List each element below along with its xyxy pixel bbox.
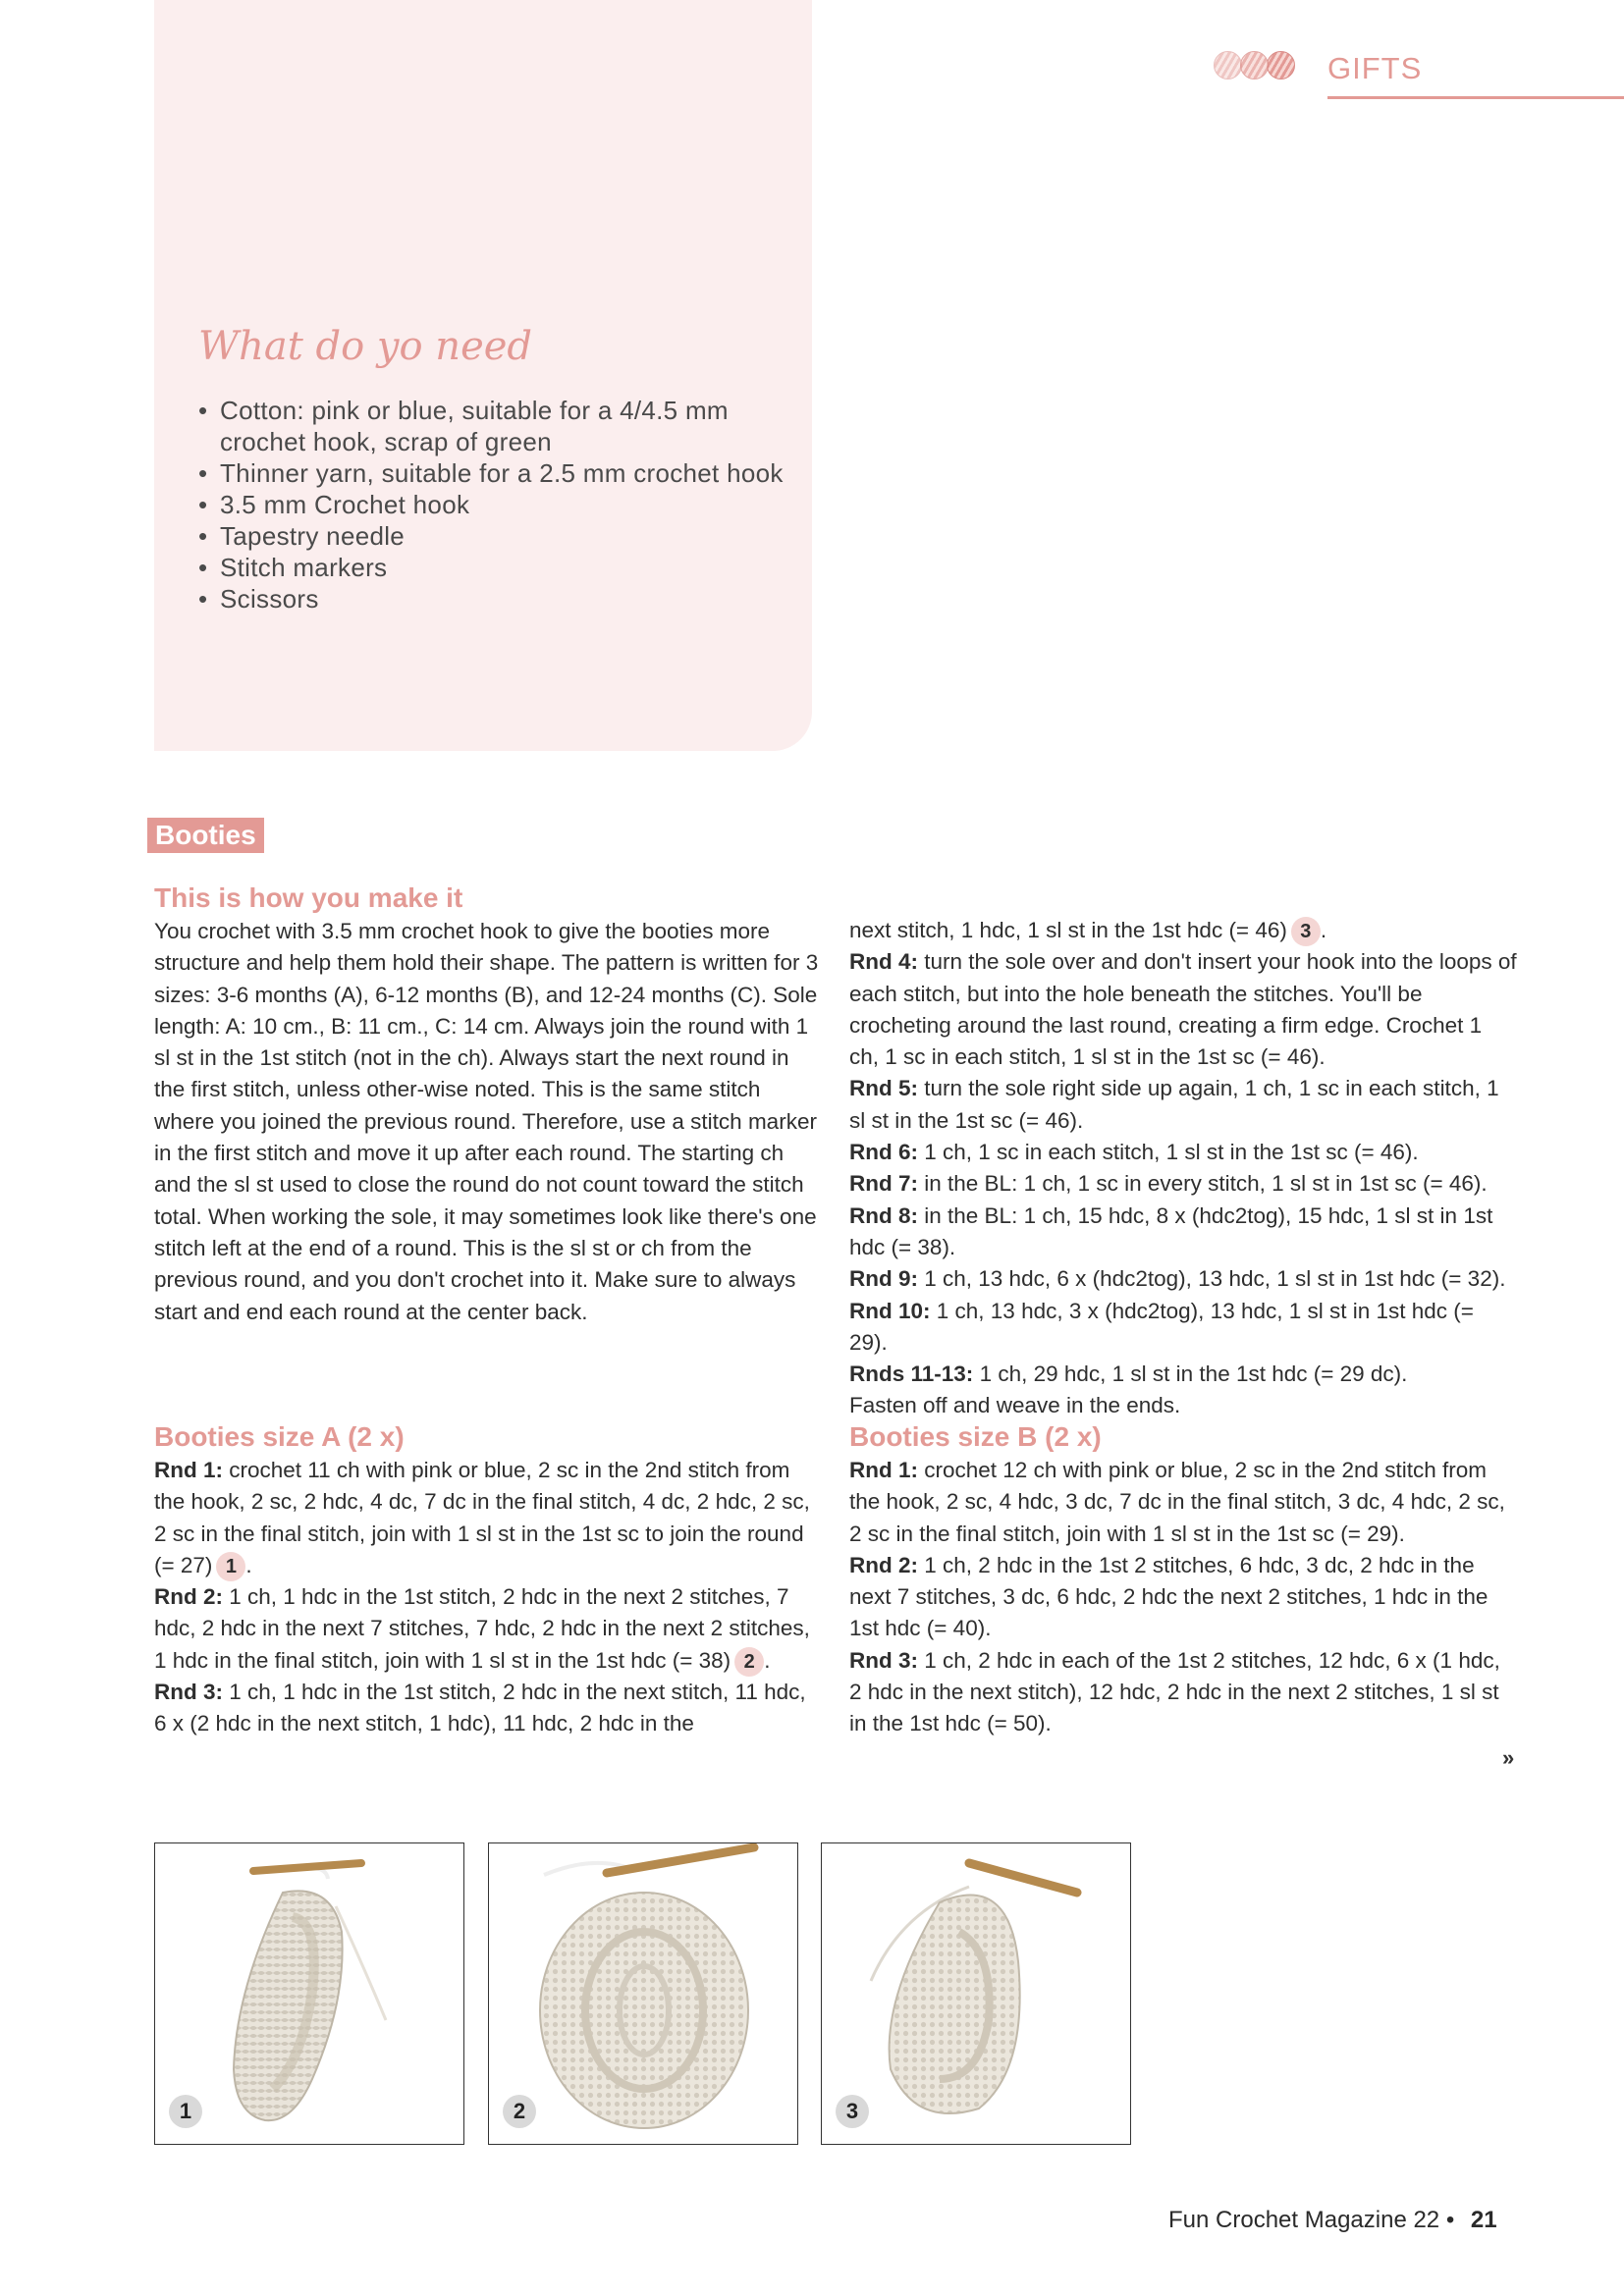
- materials-list: [196, 395, 785, 614]
- round-line: Rnd 9: 1 ch, 13 hdc, 6 x (hdc2tog), 13 hdc, 1 sl st in 1st hdc (= 32).: [849, 1266, 1506, 1292]
- round-line: Rnd 2: 1 ch, 2 hdc in the 1st 2 stitches, 6 hdc, 3 dc, 2 hdc in the next 7 stitches, 3 dc, 6 hdc, 2 hdc the next 2 stitches, 1 hdc in the 1st hdc (= 40).: [849, 1552, 1489, 1641]
- round-line: Rnd 1: crochet 12 ch with pink or blue, 2 sc in the 2nd stitch from the hook, 2 sc, 4 hdc, 3 dc, 7 dc in the final stitch, 3 dc, 4 hdc, 2 sc, 2 sc in the final stitch, join with 1 sl st in the 1st sc (= 29).: [849, 1458, 1505, 1546]
- yarn-ball-icon: [1267, 51, 1295, 80]
- section-label: GIFTS: [1327, 51, 1423, 85]
- footer-separator: •: [1445, 2207, 1455, 2233]
- magazine-title: Fun Crochet Magazine 22: [1168, 2207, 1440, 2233]
- round-line: Rnd 10: 1 ch, 13 hdc, 3 x (hdc2tog), 13 hdc, 1 sl st in 1st hdc (= 29).: [849, 1298, 1474, 1355]
- size-a-title: Booties size A (2 x): [154, 1421, 405, 1452]
- section-underline: [1327, 96, 1624, 99]
- yarn-balls-icon: [1214, 51, 1293, 80]
- round-line: Rnd 5: turn the sole right side up again, 1 ch, 1 sc in each stitch, 1 sl st in the 1st sc (= 46).: [849, 1076, 1499, 1133]
- step-photo-3: [821, 1842, 1131, 2145]
- continued-lead: next stitch, 1 hdc, 1 sl st in the 1st hdc (= 46) 3 .: [849, 915, 1517, 946]
- step-badge: 2: [734, 1647, 764, 1677]
- material-item: • 3.5 mm Crochet hook: [196, 489, 785, 520]
- instructions-continued: [849, 915, 1517, 1422]
- yarn-ball-icon: [1240, 51, 1269, 80]
- round-line: Rnd 2: 1 ch, 1 hdc in the 1st stitch, 2 hdc in the next 2 stitches, 7 hdc, 2 hdc in the next 7 stitches, 7 hdc, 2 hdc in the next 2 stitches, 1 hdc in the final stitch, join with 1 sl st in the 1st hdc (= 38) 2 .: [154, 1581, 822, 1677]
- round-line: Rnd 6: 1 ch, 1 sc in each stitch, 1 sl st in the 1st sc (= 46).: [849, 1140, 1419, 1165]
- crochet-sole-2-image: [489, 1843, 797, 2144]
- page-number: 21: [1470, 2207, 1497, 2233]
- how-title: This is how you make it: [154, 882, 463, 913]
- round-line: Rnd 7: in the BL: 1 ch, 1 sc in every stitch, 1 sl st in 1st sc (= 46).: [849, 1171, 1488, 1197]
- how-text: You crochet with 3.5 mm crochet hook to give the booties more structure and help them hold their shape. The pattern is written for 3 sizes: 3-6 months (A), 6-12 months (B), and 12-24 months (C). Sole length: A: 10 cm., B: 11 cm., C: 14 cm. Always join the round with 1 sl st in the 1st stitch (not in the ch). Always start the next round in the first stitch, unless other-wise noted. This is the same stitch where you joined the previous round. Therefore, use a stitch marker in the first stitch and move it up after each round. The starting ch and the sl st used to close the round do not count toward the stitch total. When working the sole, it may sometimes look like there's one stitch left at the end of a round. This is the sl st or ch from the previous round, and you don't crochet into it. Make sure to always start and end each round at the center back.: [154, 919, 819, 1324]
- round-line: Rnd 8: in the BL: 1 ch, 15 hdc, 8 x (hdc2tog), 15 hdc, 1 sl st in 1st hdc (= 38).: [849, 1202, 1493, 1259]
- step-badge: 3: [1291, 917, 1321, 946]
- size-a-section: [154, 1419, 822, 1740]
- photo-number-badge: 1: [169, 2095, 202, 2128]
- continue-marker: »: [1502, 1745, 1515, 1770]
- yarn-ball-icon: [1214, 51, 1242, 80]
- material-item: • Scissors: [196, 583, 785, 614]
- size-b-title: Booties size B (2 x): [849, 1421, 1102, 1452]
- photo-number-badge: 2: [503, 2095, 536, 2128]
- photo-number-badge: 3: [836, 2095, 869, 2128]
- crochet-sole-3-image: [822, 1843, 1130, 2144]
- material-item: • Thinner yarn, suitable for a 2.5 mm crochet hook: [196, 457, 785, 489]
- material-item: • Stitch markers: [196, 552, 785, 583]
- materials-title: What do yo need: [198, 324, 533, 369]
- material-item: • Tapestry needle: [196, 520, 785, 552]
- step-photo-2: [488, 1842, 798, 2145]
- round-line: Rnd 4: turn the sole over and don't insert your hook into the loops of each stitch, but into the hole beneath the stitches. You'll be crocheting around the last round, creating a firm edge. Crochet 1 ch, 1 sc in each stitch, 1 sl st in the 1st sc (= 46).: [849, 949, 1517, 1070]
- material-item: • Cotton: pink or blue, suitable for a 4/4.5 mm crochet hook, scrap of green: [196, 395, 785, 457]
- round-line: Rnd 3: 1 ch, 2 hdc in each of the 1st 2 stitches, 12 hdc, 6 x (1 hdc, 2 hdc in the next stitch), 12 hdc, 2 hdc in the next 2 stitches, 1 sl st in the 1st hdc (= 50).: [849, 1647, 1500, 1736]
- step-photo-1: [154, 1842, 464, 2145]
- crochet-sole-1-image: [155, 1843, 463, 2144]
- step-badge: 1: [216, 1552, 245, 1581]
- round-line: Rnds 11-13: 1 ch, 29 hdc, 1 sl st in the 1st hdc (= 29 dc).: [849, 1362, 1408, 1387]
- booties-tag: Booties: [147, 818, 264, 853]
- round-line: Rnd 1: crochet 11 ch with pink or blue, 2 sc in the 2nd stitch from the hook, 2 sc, 2 hdc, 4 dc, 7 dc in the final stitch, 4 dc, 2 hdc, 2 sc, 2 sc in the final stitch, join with 1 sl st in the 1st sc to join the round (= 27) 1 .: [154, 1455, 822, 1581]
- size-b-section: [849, 1419, 1517, 1740]
- page-footer: [1168, 2207, 1497, 2234]
- materials-box: [154, 0, 812, 751]
- fasten-off-text: Fasten off and weave in the ends.: [849, 1393, 1181, 1418]
- round-line: Rnd 3: 1 ch, 1 hdc in the 1st stitch, 2 hdc in the next stitch, 11 hdc, 6 x (2 hdc in the next stitch, 1 hdc), 11 hdc, 2 hdc in the: [154, 1680, 806, 1736]
- instructions-intro: [154, 881, 822, 1328]
